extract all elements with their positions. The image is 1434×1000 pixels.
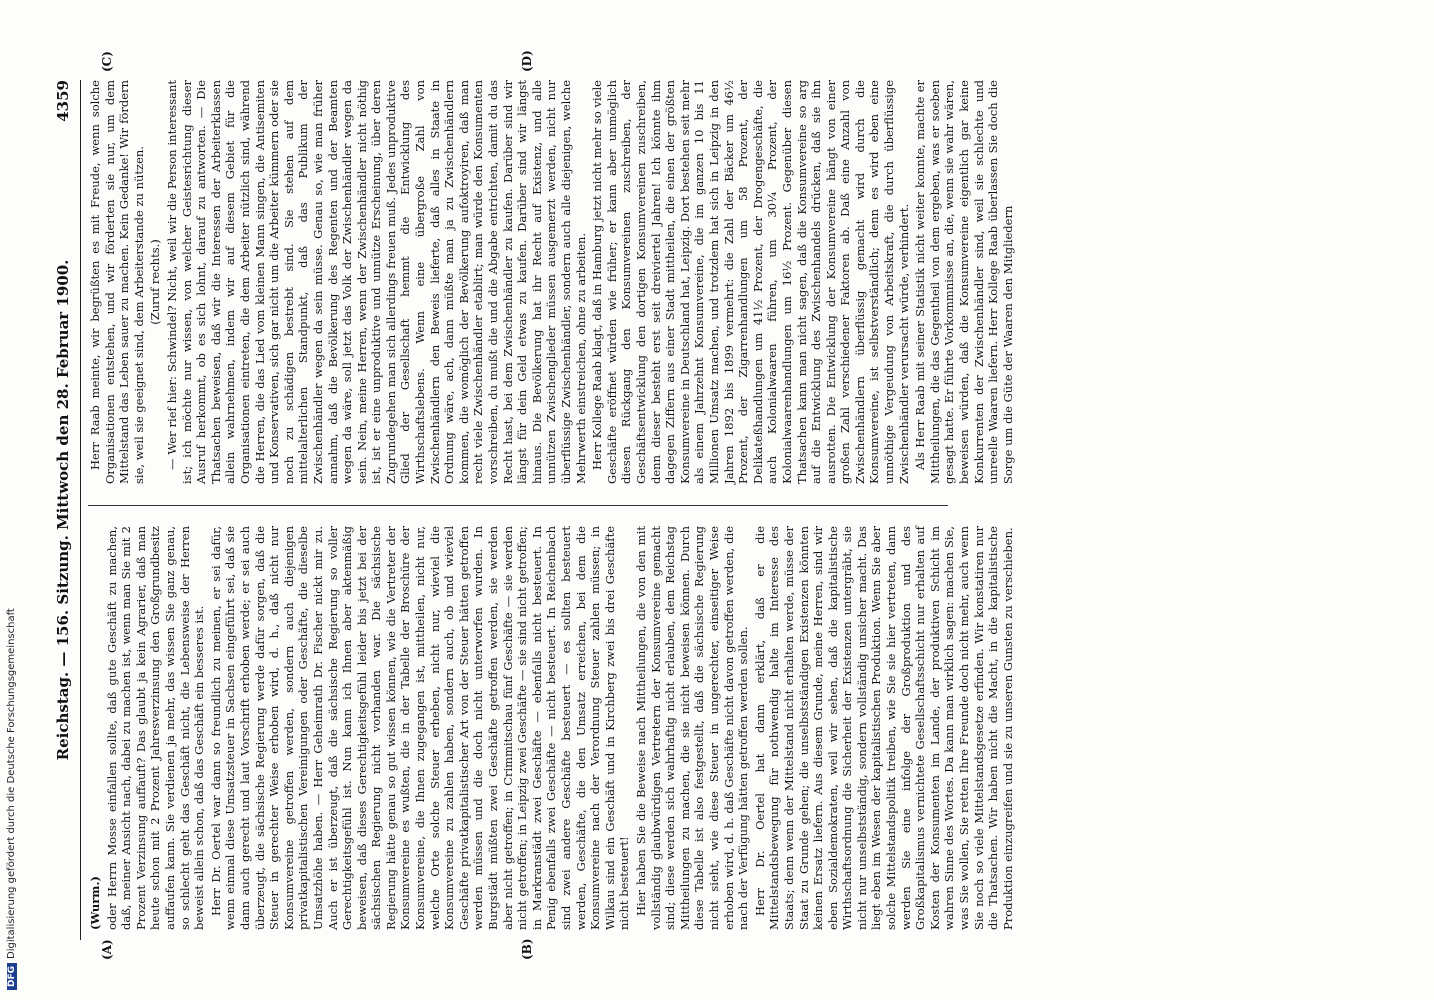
page-number: 4359 [54,80,72,122]
digitization-credit [6,560,20,990]
paragraph: Herr Dr. Oertel war dann so freundlich zu meinen, er sei dafür, wenn einmal diese Umsatzsteuer in Sachsen eingeführt sei, daß sie dann auch gerecht und laut Vorschrift erhoben werde; er sei auch überzeugt, die sächsische Regierung werde dafür sorgen, daß die Steuer in gerechter Weise erhoben wird, d. h., daß nicht nur Konsumvereine getroffen werden, sondern auch diejenigen privatkapitalistischen Vereinigungen oder Geschäfte, die dieselbe Umsatzhöhe haben. — Herr Geheimrath Dr. Fischer nickt mir zu. Auch er ist überzeugt, daß die sächsische Regierung so voller Gerechtigkeitsgefühl ist. Nun kann ich Ihnen aber aktenmäßig beweisen, daß dieses Gerechtigkeitsgefühl leider bis jetzt bei der sächsischen Regierung nicht vorhanden war. Die sächsische Regierung hätte genau so gut wissen können, wie die Vertreter der Konsumvereine es wußten, die in der Tabelle der Broschüre der Konsumvereine, die Ihnen zugegangen ist, mittheilen, nicht nur, welche Orte solche Steuer erheben, nicht nur, wieviel die Konsumvereine zu zahlen haben, sondern auch, ob und wieviel Geschäfte privatkapitalistischer Art von der Steuer hätten getroffen werden müssen und die doch nicht unterworfen wurden. In Burgstädt müßten zwei Geschäfte getroffen werden, sie werden aber nicht getroffen; in Crimmitschau fünf Geschäfte — sie werden nicht getroffen; in Leipzig zwei Geschäfte — sie sind nicht getroffen; in Markranstädt zwei Geschäfte — ebenfalls nicht besteuert. In Penig ebenfalls zwei Geschäfte — nicht besteuert. In Reichenbach sind zwei andere Geschäfte besteuert — es sollten besteuert werden, Geschäfte, die den Umsatz erreichen, bei dem die Konsumvereine nach der Verordnung Steuer zahlen müssen; in Wilkau sind ein Geschäft und in Kirchberg zwei bis drei Geschäfte nicht besteuert! [208,526,632,930]
interjection: (Zuruf rechts.) [148,239,163,325]
right-column [88,80,1015,484]
credit-text: Digitalisierung gefördert durch die Deutsche Forschungsgemeinschaft [6,608,17,959]
margin-marker-d: (D) [520,50,534,72]
page-number-row [54,80,78,940]
page-title: Reichstag. — 156. Sitzung. Mittwoch den 28. Februar 1900. [54,259,72,761]
paragraph: Herr Raab meinte, wir begrüßten es mit Freude, wenn solche Organisationen entstehen, und wir förderten sie nur, um dem Mittelstand das Leben sauer zu machen. Kein Gedanke! Wir fördern sie, weil sie geeignet sind, dem Arbeiterstande zu nützen. [88,80,146,484]
paragraph: Hier haben Sie die Beweise nach Mittheilungen, die von den mit vollständig glaubwürdigen Vertretern der Konsumvereine gemacht sind; diese werden sich wahrhaftig nicht erlauben, dem Reichstag Mittheilungen zu machen, die sie nicht beweisen können. Durch diese Tabelle ist also festgestellt, daß die sächsische Regierung nicht sieht, wie diese Steuer in ungerechter, einseitiger Weise erhoben wird, d. h. daß Geschäfte nicht davon getroffen werden, die nach der Verfügung hätten getroffen werden sollen. [633,526,751,930]
dfg-logo: DFG [7,963,17,990]
paragraph: Als Herr Raab mit seiner Statistik nicht weiter konnte, machte er Mittheilungen, die das Gegentheil von dem ergeben, was er soeben gesagt hatte. Er führte Vorkommnisse an, die, wenn sie wahr wären, beweisen würden, daß die Konsumvereine eigentlich gar keine Konkurrenten der Zwischenhändler sind, weil sie schlechte und unreelle Waaren liefern. Herr Kollege Raab überlassen Sie doch die Sorge um die Güte der Waaren den Mitgliedern [913,80,1015,484]
speaker-label: (Wurm.) [88,876,102,930]
paragraph: Herr Dr. Oertel hat dann erklärt, daß er die Mittelstandsbewegung für nothwendig halte im Interesse des Staats; denn wenn der Mittelstand nicht erhalten werde, müsse der Staat zu Grunde gehen; die unselbstständigen Existenzen könnten keinen Ersatz liefern. Aus diesem Grunde, meine Herren, sind wir eben Sozialdemokraten, weil wir sehen, daß die kapitalistische Wirthschaftsordnung die Sicherheit der Existenzen untergräbt, sie nicht nur unselbstständig, sondern vollständig unsicher macht. Das liegt eben im Wesen der kapitalistischen Produktion. Wenn Sie aber solche Mittelstandspolitik treiben, wie Sie sie hier vertreten, dann werden Sie eine infolge der Großproduktion und des Großkapitalismus vernichtete Gesellschaftsschicht nur erhalten auf Kosten der Konsumenten im Lande, der produktiven Schicht im wahren Sinne des Wortes. Da kann man wirklich sagen: machen Sie, was Sie wollen, Sie retten Ihre Freunde doch nicht mehr, auch wenn Sie noch so viele Mittelstandsgesetze erfinden. Wir konstatiren nur die Thatsachen. Wir haben nicht die Macht, in die kapitalistische Produktion einzugreifen und sie zu unseren Gunsten zu verschieben. [752,526,1015,930]
paragraph: — Wer rief hier: Schwindel? Nicht, weil wir die Person interessant ist; ich möchte nur wissen, von welcher Geistesrichtung dieser Ausruf herkommt, ob es sich lohnt, darauf zu antworten. — Die Thatsachen beweisen, daß wir die Interessen der Arbeiterklassen allein wahrnehmen, indem wir auf diesem Gebiet für die Organisationen eintreten, die dem Arbeiter nützlich sind, während die Herren, die das Lied vom kleinen Mann singen, die Antisemiten und Konservativen, sich gar nicht um die Arbeiter kümmern oder sie noch zu schädigen bestrebt sind. Sie stehen auf dem mittelalterlichen Standpunkt, daß das Publikum der Zwischenhändler wegen da sein müsse. Genau so, wie man früher annahm, daß die Bevölkerung des Regenten und der Beamten wegen da wäre, soll jetzt das Volk der Zwischenhändler wegen da sein. Nein, meine Herren, wenn der Zwischenhändler nicht nöthig ist, ist er eine unproduktive und unnütze Erscheinung, über deren Zugrundegehen man sich allerdings freuen muß. Jedes unproduktive Glied der Gesellschaft hemmt die Entwicklung des Wirthschaftslebens. Wenn eine übergroße Zahl von Zwischenhändlern den Beweis lieferte, daß alles in Staate in Ordnung wäre, ach, dann müßte man ja zu Zwischenhändlern kommen, die womöglich der Bevölkerung aufoktroyiren, daß man recht viele Zwischenhändler etablirt; man würde den Konsumenten vorschreiben, du mußt die und die Abgabe entrichten, damit du das Recht hast, bei dem Zwischenhändler zu kaufen. Darüber sind wir längst für dein Geld etwas zu kaufen. Darüber sind wir längst hinaus. Die Bevölkerung hat ihr Recht auf Existenz, und alle unnützen Zwischenglieder müssen ausgemerzt werden, nicht nur überflüssige Zwischenhändler, sondern auch alle diejenigen, welche Mehrwerth einstreichen, ohne zu arbeiten. [164,80,588,484]
margin-marker-a: (A) [100,939,114,960]
paragraph: Herr Kollege Raab klagt, daß in Hamburg jetzt nicht mehr so viele Geschäfte eröffnet würden wie früher; er kann aber unmöglich diesen Rückgang den Konsumvereinen zuschreiben, der Geschäftsentwicklung den dortigen Konsumvereinen zuschreiben, denn dieser besteht erst seit dreiviertel Jahren! Ich könnte ihm dagegen Ziffern aus einer Stadt mittheilen, die einen der größten Konsumvereine in Deutschland hat, Leipzig. Dort bestehen seit mehr als einem Jahrzehnt Konsumvereine, die im ganzen 10 bis 11 Millionen Umsatz machen, und trotzdem hat sich in Leipzig in den Jahren 1892 bis 1899 vermehrt: die Zahl der Bäcker um 46½ Prozent, der Zigarrenhandlungen um 58 Prozent, der Delikateßhandlungen um 41½ Prozent, der Drogengeschäfte, die auch Kolonialwaaren führen, um 30¼ Prozent, der Kolonialwaarenhandlungen um 16½ Prozent. Gegenüber diesen Thatsachen kann man nicht sagen, daß die Konsumvereine so arg auf die Entwicklung des Zwischenhandels drücken, daß sie ihn ausrotten. Die Entwicklung der Konsumvereine hängt von einer großen Zahl verschiedener Faktoren ab. Daß eine Anzahl von Zwischenhändlern überflüssig gemacht wird durch die Konsumvereine, ist selbstverständlich; denn es wird eben eine unnöthige Vergeudung von Arbeitskraft, die durch überflüssige Zwischenhändler verursacht würde, verhindert. [590,80,911,484]
header-rule [80,80,81,940]
margin-marker-b: (B) [520,938,534,960]
margin-marker-c: (C) [100,51,114,72]
left-column [88,526,1015,930]
column-divider [88,505,948,506]
paragraph: oder Herrn Mosse einfallen sollte, daß gute Geschäft zu machen, daß, meiner Ansicht nach, dabei zu machen ist, wenn man Sie mit 2 Prozent Verzinsung auffauft? Das glaubt ja kein Agrarier, daß man heute schon mit 2 Prozent Jahresverzinsung den Großgrundbesitz auffaufen kann. Sie verdienen ja mehr, das wissen Sie ganz genau, so schlecht geht das Geschäft nicht, die Lebensweise der Herren beweist allein schon, daß das Geschäft ein besseres ist. [104,526,207,930]
